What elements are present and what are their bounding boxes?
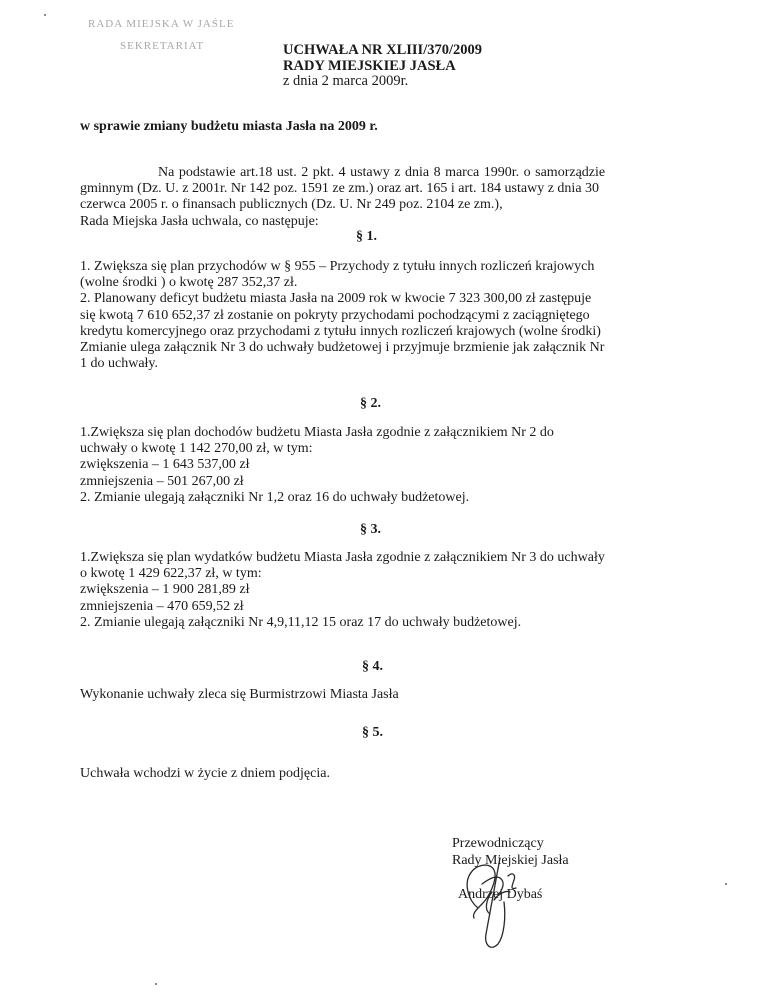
council-name: RADY MIEJSKIEJ JASŁA <box>283 57 456 74</box>
registry-stamp-line-2: SEKRETARIAT <box>120 40 205 52</box>
section-2-body <box>80 425 690 506</box>
section-line: Zmianie ulega załącznik Nr 3 do uchwały budżetowej i przyjmuje brzmienie jak załącznik Nr <box>80 340 605 356</box>
section-line: uchwały o kwotę 1 142 270,00 zł, w tym: <box>80 441 313 457</box>
preamble-line: Na podstawie art.18 ust. 2 pkt. 4 ustawy z dnia 8 marca 1990r. o samorządzie <box>158 165 606 180</box>
section-line: zmniejszenia – 501 267,00 zł <box>80 473 244 489</box>
section-line: 2. Planowany deficyt budżetu miasta Jasła na 2009 rok w kwocie 7 323 300,00 zł zastępuje <box>80 291 592 307</box>
scan-speck <box>155 983 157 985</box>
section-5-body <box>80 766 690 782</box>
scan-speck <box>725 883 727 885</box>
section-line: się kwotą 7 610 652,37 zł zostanie on pokryty przychodami pochodzącymi z zaciągniętego <box>80 307 590 323</box>
section-line: 1. Zwiększa się plan przychodów w § 955 – Przychody z tytułu innych rozliczeń krajowych <box>80 259 595 274</box>
resolution-number: UCHWAŁA NR XLIII/370/2009 <box>283 42 482 58</box>
registry-stamp-line-1: RADA MIEJSKA W JAŚLE <box>88 18 235 30</box>
section-line: zwiększenia – 1 643 537,00 zł <box>80 457 250 473</box>
section-line: 1.Zwiększa się plan wydatków budżetu Miasta Jasła zgodnie z załącznikiem Nr 3 do uchwały <box>80 550 605 565</box>
section-5-heading: § 5. <box>362 725 383 740</box>
section-line: kredytu komercyjnego oraz przychodami z tytułu innych rozliczeń krajowych (wolne środki) <box>80 323 601 339</box>
signatory-role: Przewodniczący <box>452 836 544 851</box>
section-line: 1.Zwiększa się plan dochodów budżetu Miasta Jasła zgodnie z załącznikiem Nr 2 do <box>80 425 554 440</box>
section-3-heading: § 3. <box>360 522 381 537</box>
resolution-subject: w sprawie zmiany budżetu miasta Jasła na 2009 r. <box>80 119 378 134</box>
section-4-body <box>80 687 690 703</box>
preamble <box>80 165 690 230</box>
section-2-heading: § 2. <box>360 396 381 411</box>
section-line: zmniejszenia – 470 659,52 zł <box>80 598 244 614</box>
section-line: 2. Zmianie ulegają załączniki Nr 1,2 oraz 16 do uchwały budżetowej. <box>80 489 470 505</box>
resolution-date: z dnia 2 marca 2009r. <box>283 73 409 89</box>
section-1-heading: § 1. <box>356 229 377 244</box>
section-line: Uchwała wchodzi w życie z dniem podjęcia. <box>80 766 330 781</box>
preamble-line: czerwca 2005 r. o finansach publicznych (Dz. U. Nr 249 poz. 2104 ze zm.), <box>80 197 503 213</box>
resolution-header <box>283 43 482 90</box>
section-3-body <box>80 550 690 631</box>
section-line: 2. Zmianie ulegają załączniki Nr 4,9,11,12 15 oraz 17 do uchwały budżetowej. <box>80 614 522 630</box>
section-4-heading: § 4. <box>362 659 383 674</box>
section-line: o kwotę 1 429 622,37 zł, w tym: <box>80 566 262 582</box>
section-line: Wykonanie uchwały zleca się Burmistrzowi Miasta Jasła <box>80 687 399 702</box>
signatory-council: Rady Miejskiej Jasła <box>452 852 569 868</box>
scan-speck <box>44 14 46 16</box>
signatory-name: Andrzej Dybaś <box>458 887 543 902</box>
section-line: (wolne środki ) o kwotę 287 352,37 zł. <box>80 275 298 291</box>
section-line: zwiększenia – 1 900 281,89 zł <box>80 582 250 598</box>
section-1-body <box>80 259 690 372</box>
preamble-line: gminnym (Dz. U. z 2001r. Nr 142 poz. 1591 ze zm.) oraz art. 165 i art. 184 ustawy z dnia 30 <box>80 181 600 197</box>
section-line: 1 do uchwały. <box>80 356 159 372</box>
preamble-line: Rada Miejska Jasła uchwala, co następuje: <box>80 213 319 229</box>
handwritten-signature <box>446 848 536 956</box>
